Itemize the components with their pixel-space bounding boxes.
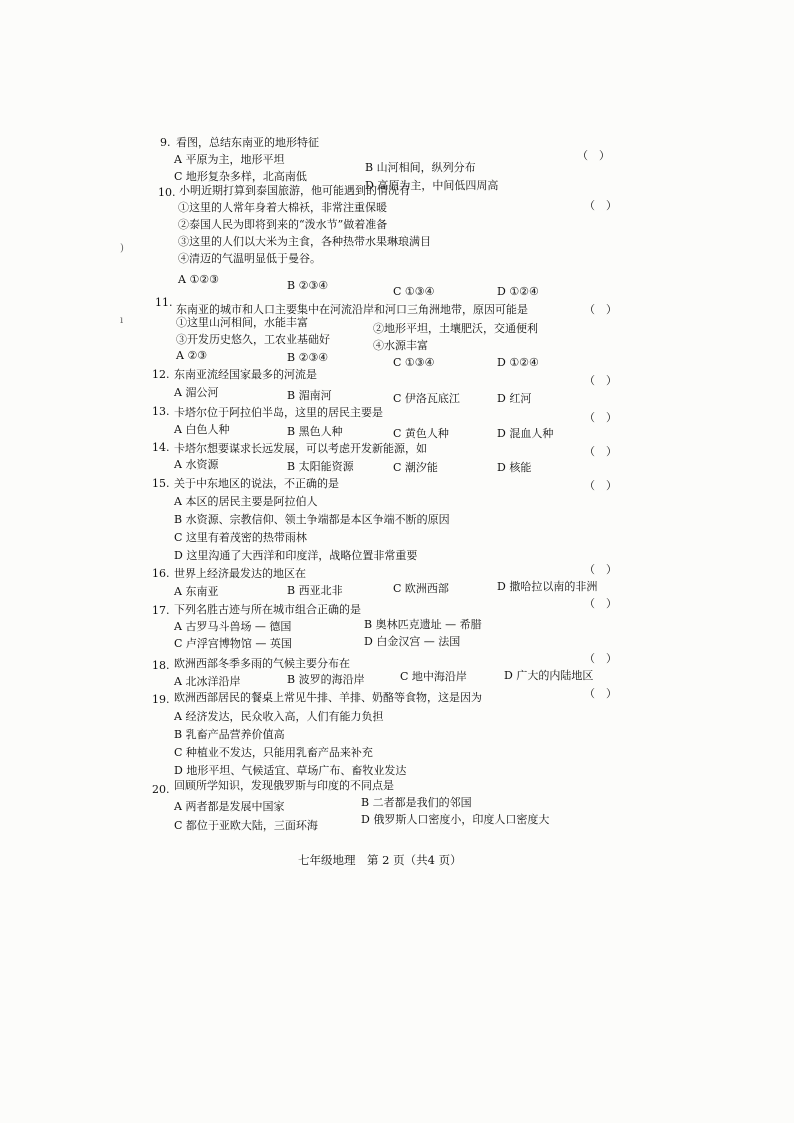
q16-number: 16. (152, 567, 170, 580)
q9-option-a: A 平原为主，地形平坦 (174, 153, 285, 166)
q15-answer-blank: （ ） (584, 479, 617, 492)
q10-item-3: ③这里的人们以大米为主食，各种热带水果琳琅满目 (178, 235, 431, 248)
q11-option-a: A ②③ (176, 349, 208, 362)
q12-option-a: A 湄公河 (174, 386, 219, 399)
q13-answer-blank: （ ） (584, 411, 617, 424)
q12-option-c: C 伊洛瓦底江 (393, 392, 460, 405)
q18-number: 18. (152, 659, 170, 672)
q11-number: 11. (155, 296, 173, 309)
q16-option-d: D 撒哈拉以南的非洲 (497, 580, 598, 593)
q18-option-d: D 广大的内陆地区 (504, 669, 594, 682)
q20-option-b: B 二者都是我们的邻国 (361, 796, 472, 809)
q19-option-d: D 地形平坦、气候适宜、草场广布、畜牧业发达 (174, 764, 407, 777)
q20-number: 20. (152, 783, 170, 796)
q9-answer-blank: （ ） (577, 149, 610, 162)
q11-stem: 东南亚的城市和人口主要集中在河流沿岸和河口三角洲地带，原因可能是 (176, 303, 528, 316)
q10-option-c: C ①③④ (393, 285, 435, 298)
q20-option-a: A 两者都是发展中国家 (174, 800, 285, 813)
q12-number: 12. (152, 368, 170, 381)
q14-option-b: B 太阳能资源 (287, 460, 354, 473)
q11-answer-blank: （ ） (584, 303, 617, 316)
q16-answer-blank: （ ） (584, 563, 617, 576)
q9-stem: 看图，总结东南亚的地形特征 (176, 136, 319, 149)
q11-option-c: C ①③④ (393, 356, 435, 369)
q9-option-b: B 山河相间，纵列分布 (365, 161, 476, 174)
q17-option-c: C 卢浮宫博物馆 — 英国 (174, 637, 292, 650)
q11-item-4: ④水源丰富 (373, 339, 428, 352)
q17-option-b: B 奥林匹克遗址 — 希腊 (364, 618, 482, 631)
q12-option-d: D 红河 (497, 392, 532, 405)
q10-item-1: ①这里的人常年身着大棉袄，非常注重保暖 (178, 201, 387, 214)
q17-option-d: D 白金汉宫 — 法国 (364, 635, 461, 648)
q14-option-c: C 潮汐能 (393, 461, 438, 474)
q12-option-b: B 湄南河 (287, 389, 332, 402)
margin-mark: ı (120, 315, 124, 326)
q10-option-d: D ①②④ (497, 285, 539, 298)
q13-option-a: A 白色人种 (174, 423, 230, 436)
q12-stem: 东南亚流经国家最多的河流是 (174, 368, 317, 381)
q18-option-a: A 北冰洋沿岸 (174, 675, 241, 688)
q11-item-2: ②地形平坦，土壤肥沃，交通便利 (373, 322, 538, 335)
q14-answer-blank: （ ） (584, 445, 617, 458)
q9-option-d: D 高原为主，中间低四周高 (365, 179, 499, 192)
q9-option-c: C 地形复杂多样，北高南低 (174, 170, 307, 183)
q10-item-4: ④清迈的气温明显低于曼谷。 (178, 252, 321, 265)
q16-stem: 世界上经济最发达的地区在 (174, 567, 306, 580)
q10-item-2: ②泰国人民为即将到来的“泼水节”做着准备 (178, 218, 388, 231)
q13-number: 13. (152, 405, 170, 418)
q11-option-d: D ①②④ (497, 356, 539, 369)
q20-option-c: C 都位于亚欧大陆，三面环海 (174, 819, 318, 832)
q16-option-c: C 欧洲西部 (393, 582, 449, 595)
q10-number: 10. (158, 186, 176, 199)
q18-stem: 欧洲西部冬季多雨的气候主要分布在 (174, 657, 350, 670)
q10-option-a: A ①②③ (178, 273, 220, 286)
q15-option-b: B 水资源、宗教信仰、领土争端都是本区争端不断的原因 (174, 513, 450, 526)
q18-option-b: B 波罗的海沿岸 (287, 673, 365, 686)
q17-stem: 下列名胜古迹与所在城市组合正确的是 (174, 603, 361, 616)
q19-option-c: C 种植业不发达，只能用乳畜产品来补充 (174, 746, 373, 759)
q14-number: 14. (152, 441, 170, 454)
q13-option-c: C 黄色人种 (393, 427, 449, 440)
q15-option-c: C 这里有着茂密的热带雨林 (174, 531, 307, 544)
q16-option-a: A 东南亚 (174, 585, 219, 598)
q11-option-b: B ②③④ (287, 351, 329, 364)
q19-answer-blank: （ ） (584, 687, 617, 700)
q17-option-a: A 古罗马斗兽场 — 德国 (174, 620, 292, 633)
q17-number: 17. (152, 604, 170, 617)
q14-option-a: A 水资源 (174, 458, 219, 471)
q19-number: 19. (152, 693, 170, 706)
margin-mark: ) (120, 243, 124, 254)
q15-stem: 关于中东地区的说法，不正确的是 (174, 477, 339, 490)
q20-stem: 回顾所学知识，发现俄罗斯与印度的不同点是 (174, 779, 394, 792)
q10-stem: 小明近期打算到泰国旅游，他可能遇到的情况有 (179, 184, 410, 197)
q15-number: 15. (152, 477, 170, 490)
page-footer: 七年级地理 第 2 页（共4 页） (298, 853, 462, 867)
q20-option-d: D 俄罗斯人口密度小，印度人口密度大 (361, 813, 550, 826)
q12-answer-blank: （ ） (584, 374, 617, 387)
q11-item-3: ③开发历史悠久，工农业基础好 (176, 333, 330, 346)
q19-stem: 欧洲西部居民的餐桌上常见牛排、羊排、奶酪等食物，这是因为 (174, 691, 482, 704)
q16-option-b: B 西亚北非 (287, 584, 343, 597)
q10-option-b: B ②③④ (287, 279, 329, 292)
q13-stem: 卡塔尔位于阿拉伯半岛，这里的居民主要是 (174, 406, 383, 419)
q15-option-d: D 这里沟通了大西洋和印度洋，战略位置非常重要 (174, 549, 418, 562)
q10-answer-blank: （ ） (584, 199, 617, 212)
q14-stem: 卡塔尔想要谋求长远发展，可以考虑开发新能源，如 (174, 442, 427, 455)
q18-answer-blank: （ ） (584, 652, 617, 665)
q15-option-a: A 本区的居民主要是阿拉伯人 (174, 495, 318, 508)
q17-answer-blank: （ ） (584, 597, 617, 610)
q13-option-d: D 混血人种 (497, 427, 554, 440)
q9-number: 9. (160, 136, 171, 149)
q14-option-d: D 核能 (497, 461, 532, 474)
q19-option-b: B 乳畜产品营养价值高 (174, 728, 285, 741)
q13-option-b: B 黑色人种 (287, 425, 343, 438)
q11-item-1: ①这里山河相间，水能丰富 (176, 316, 308, 329)
q18-option-c: C 地中海沿岸 (400, 670, 467, 683)
q19-option-a: A 经济发达，民众收入高，人们有能力负担 (174, 710, 384, 723)
